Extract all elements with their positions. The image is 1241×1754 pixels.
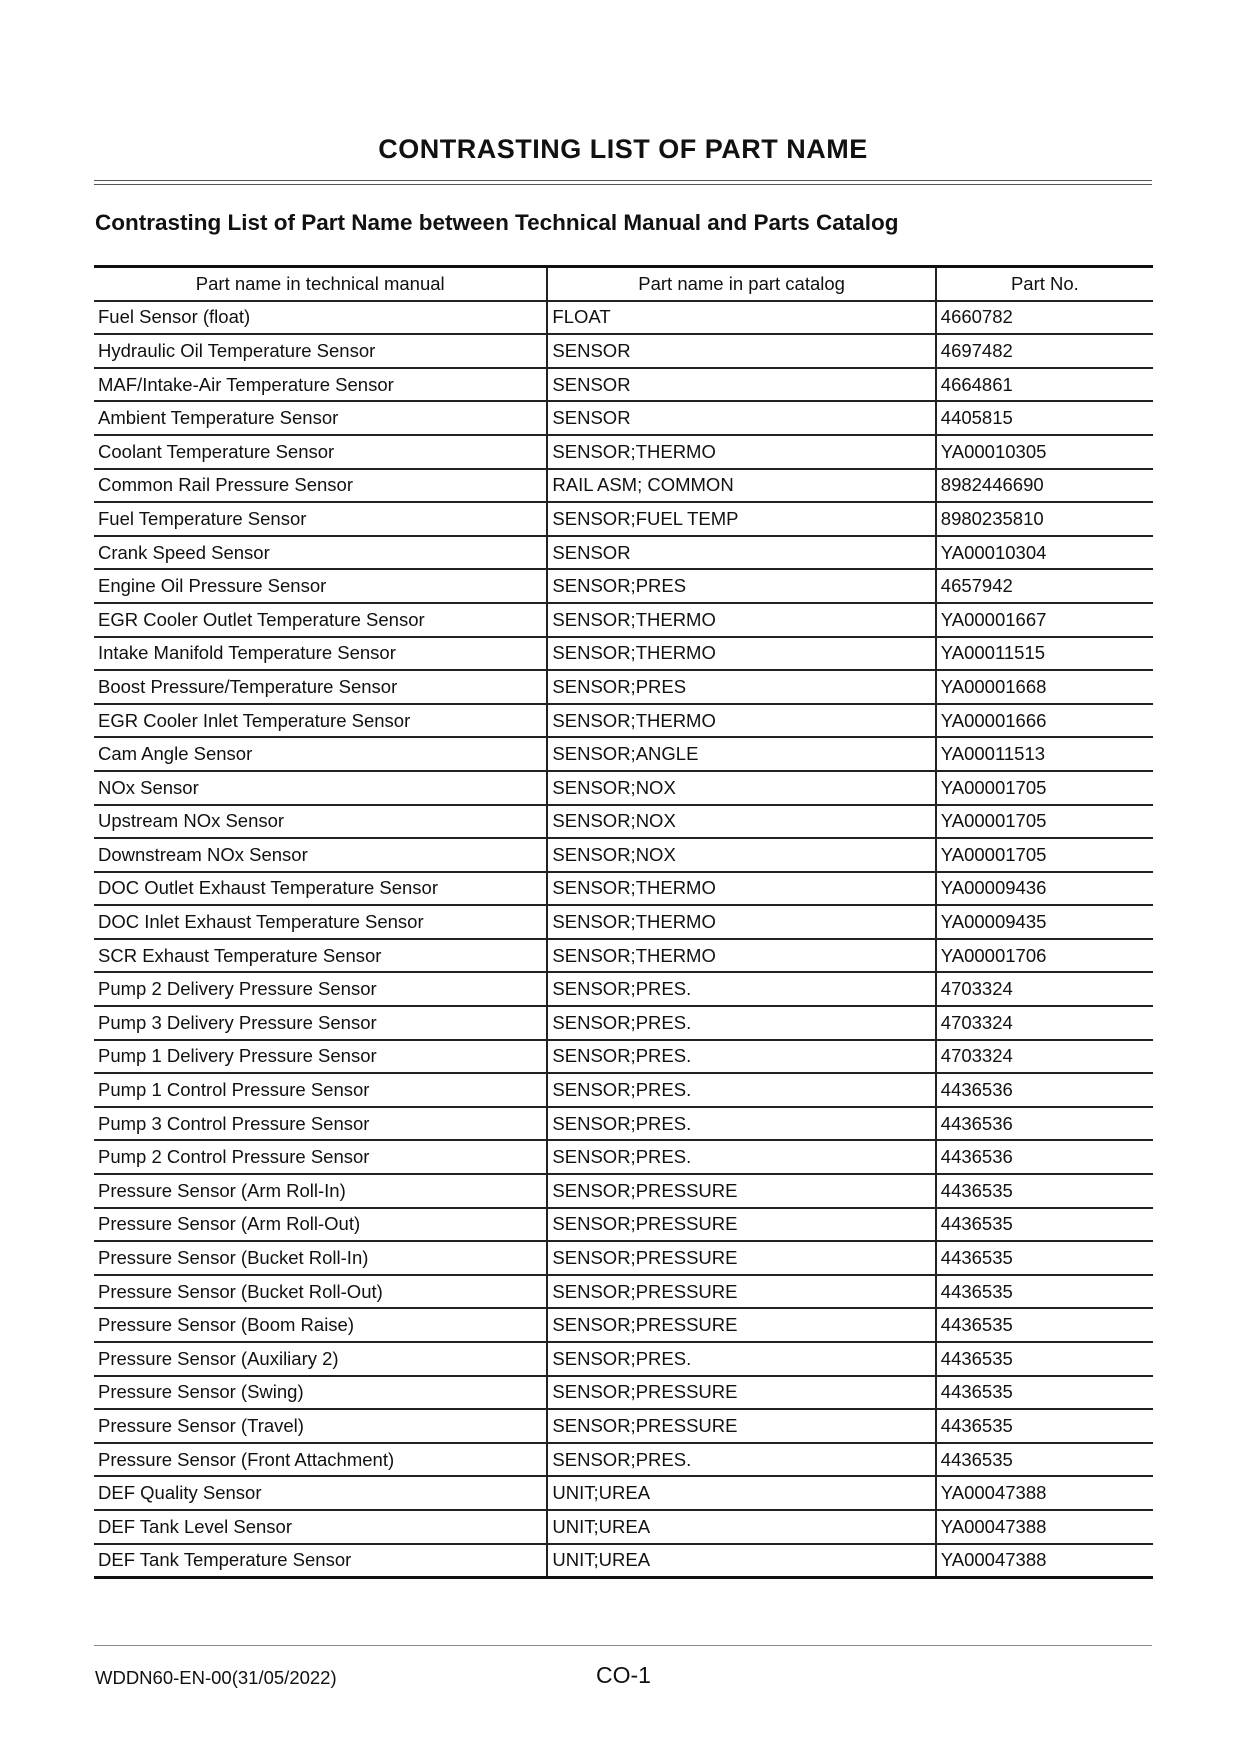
part-catalog-name-cell: FLOAT bbox=[547, 301, 935, 335]
table-row bbox=[94, 502, 1153, 536]
table-row bbox=[94, 1476, 1153, 1510]
technical-manual-name-cell: Fuel Temperature Sensor bbox=[94, 502, 547, 536]
parts-contrast-table bbox=[94, 265, 1153, 1579]
part-catalog-name-cell: RAIL ASM; COMMON bbox=[547, 469, 935, 503]
part-number-cell: YA00001705 bbox=[936, 838, 1153, 872]
technical-manual-name-cell: Pump 1 Control Pressure Sensor bbox=[94, 1073, 547, 1107]
part-number-cell: YA00011513 bbox=[936, 737, 1153, 771]
technical-manual-name-cell: Pump 2 Control Pressure Sensor bbox=[94, 1140, 547, 1174]
part-catalog-name-cell: SENSOR;PRESSURE bbox=[547, 1208, 935, 1242]
table-row bbox=[94, 1409, 1153, 1443]
part-catalog-name-cell: SENSOR;NOX bbox=[547, 771, 935, 805]
technical-manual-name-cell: Cam Angle Sensor bbox=[94, 737, 547, 771]
technical-manual-name-cell: Pressure Sensor (Swing) bbox=[94, 1376, 547, 1410]
part-catalog-name-cell: SENSOR;PRES. bbox=[547, 1040, 935, 1074]
section-subtitle: Contrasting List of Part Name between Technical Manual and Parts Catalog bbox=[95, 210, 899, 235]
part-catalog-name-cell: SENSOR;THERMO bbox=[547, 872, 935, 906]
technical-manual-name-cell: DOC Outlet Exhaust Temperature Sensor bbox=[94, 872, 547, 906]
technical-manual-name-cell: EGR Cooler Outlet Temperature Sensor bbox=[94, 603, 547, 637]
table-row bbox=[94, 939, 1153, 973]
table-row bbox=[94, 401, 1153, 435]
part-number-cell: YA00009436 bbox=[936, 872, 1153, 906]
table-row bbox=[94, 1443, 1153, 1477]
technical-manual-name-cell: EGR Cooler Inlet Temperature Sensor bbox=[94, 704, 547, 738]
technical-manual-name-cell: Upstream NOx Sensor bbox=[94, 805, 547, 839]
part-catalog-name-cell: SENSOR;PRESSURE bbox=[547, 1241, 935, 1275]
part-catalog-name-cell: UNIT;UREA bbox=[547, 1476, 935, 1510]
part-catalog-name-cell: SENSOR bbox=[547, 401, 935, 435]
column-header-part-no: Part No. bbox=[936, 267, 1153, 301]
part-catalog-name-cell: SENSOR;NOX bbox=[547, 805, 935, 839]
technical-manual-name-cell: Engine Oil Pressure Sensor bbox=[94, 569, 547, 603]
part-number-cell: YA00011515 bbox=[936, 637, 1153, 671]
part-catalog-name-cell: SENSOR;PRES. bbox=[547, 1140, 935, 1174]
part-number-cell: 4703324 bbox=[936, 1040, 1153, 1074]
page-number: CO-1 bbox=[596, 1662, 651, 1688]
technical-manual-name-cell: Pressure Sensor (Front Attachment) bbox=[94, 1443, 547, 1477]
table-row bbox=[94, 838, 1153, 872]
part-number-cell: YA00001666 bbox=[936, 704, 1153, 738]
technical-manual-name-cell: Hydraulic Oil Temperature Sensor bbox=[94, 334, 547, 368]
table-row bbox=[94, 435, 1153, 469]
part-number-cell: 4436535 bbox=[936, 1174, 1153, 1208]
part-number-cell: 4436535 bbox=[936, 1376, 1153, 1410]
part-number-cell: 4703324 bbox=[936, 1006, 1153, 1040]
part-number-cell: 4436535 bbox=[936, 1409, 1153, 1443]
part-catalog-name-cell: SENSOR;ANGLE bbox=[547, 737, 935, 771]
table-row bbox=[94, 368, 1153, 402]
document-code: WDDN60-EN-00(31/05/2022) bbox=[95, 1667, 337, 1688]
part-catalog-name-cell: UNIT;UREA bbox=[547, 1510, 935, 1544]
table-row bbox=[94, 1308, 1153, 1342]
table-row bbox=[94, 334, 1153, 368]
part-catalog-name-cell: SENSOR;THERMO bbox=[547, 704, 935, 738]
technical-manual-name-cell: Pump 1 Delivery Pressure Sensor bbox=[94, 1040, 547, 1074]
technical-manual-name-cell: MAF/Intake-Air Temperature Sensor bbox=[94, 368, 547, 402]
technical-manual-name-cell: Pressure Sensor (Auxiliary 2) bbox=[94, 1342, 547, 1376]
table-row bbox=[94, 905, 1153, 939]
table-row bbox=[94, 1208, 1153, 1242]
part-catalog-name-cell: SENSOR;PRESSURE bbox=[547, 1376, 935, 1410]
technical-manual-name-cell: Fuel Sensor (float) bbox=[94, 301, 547, 335]
part-catalog-name-cell: SENSOR;PRESSURE bbox=[547, 1174, 935, 1208]
table-row bbox=[94, 1073, 1153, 1107]
technical-manual-name-cell: Ambient Temperature Sensor bbox=[94, 401, 547, 435]
technical-manual-name-cell: Boost Pressure/Temperature Sensor bbox=[94, 670, 547, 704]
part-catalog-name-cell: SENSOR;PRES bbox=[547, 569, 935, 603]
table-row bbox=[94, 603, 1153, 637]
table-header-row bbox=[94, 267, 1153, 301]
part-number-cell: YA00047388 bbox=[936, 1544, 1153, 1578]
technical-manual-name-cell: Pressure Sensor (Boom Raise) bbox=[94, 1308, 547, 1342]
part-number-cell: YA00001668 bbox=[936, 670, 1153, 704]
table-row bbox=[94, 469, 1153, 503]
technical-manual-name-cell: Pressure Sensor (Arm Roll-In) bbox=[94, 1174, 547, 1208]
technical-manual-name-cell: Pump 3 Delivery Pressure Sensor bbox=[94, 1006, 547, 1040]
part-number-cell: YA00001706 bbox=[936, 939, 1153, 973]
technical-manual-name-cell: Common Rail Pressure Sensor bbox=[94, 469, 547, 503]
table-body bbox=[94, 301, 1153, 1578]
part-number-cell: 4703324 bbox=[936, 972, 1153, 1006]
table-row bbox=[94, 1040, 1153, 1074]
part-catalog-name-cell: SENSOR;THERMO bbox=[547, 637, 935, 671]
table-row bbox=[94, 1241, 1153, 1275]
part-number-cell: YA00047388 bbox=[936, 1476, 1153, 1510]
part-number-cell: YA00010305 bbox=[936, 435, 1153, 469]
technical-manual-name-cell: DEF Quality Sensor bbox=[94, 1476, 547, 1510]
part-catalog-name-cell: SENSOR;PRESSURE bbox=[547, 1275, 935, 1309]
technical-manual-name-cell: Pressure Sensor (Bucket Roll-In) bbox=[94, 1241, 547, 1275]
part-number-cell: YA00001705 bbox=[936, 805, 1153, 839]
technical-manual-name-cell: Crank Speed Sensor bbox=[94, 536, 547, 570]
part-number-cell: 4405815 bbox=[936, 401, 1153, 435]
table-row bbox=[94, 972, 1153, 1006]
technical-manual-name-cell: Downstream NOx Sensor bbox=[94, 838, 547, 872]
column-header-technical-manual: Part name in technical manual bbox=[94, 267, 547, 301]
table-row bbox=[94, 872, 1153, 906]
table-row bbox=[94, 1275, 1153, 1309]
part-number-cell: YA00001667 bbox=[936, 603, 1153, 637]
part-number-cell: 8980235810 bbox=[936, 502, 1153, 536]
part-catalog-name-cell: SENSOR;THERMO bbox=[547, 603, 935, 637]
part-number-cell: 4436535 bbox=[936, 1443, 1153, 1477]
table-row bbox=[94, 704, 1153, 738]
part-number-cell: 4436536 bbox=[936, 1107, 1153, 1141]
table-row bbox=[94, 670, 1153, 704]
table-row bbox=[94, 1510, 1153, 1544]
technical-manual-name-cell: Intake Manifold Temperature Sensor bbox=[94, 637, 547, 671]
table-row bbox=[94, 1342, 1153, 1376]
table-row bbox=[94, 1006, 1153, 1040]
technical-manual-name-cell: Pressure Sensor (Travel) bbox=[94, 1409, 547, 1443]
part-number-cell: YA00001705 bbox=[936, 771, 1153, 805]
part-catalog-name-cell: UNIT;UREA bbox=[547, 1544, 935, 1578]
technical-manual-name-cell: DEF Tank Temperature Sensor bbox=[94, 1544, 547, 1578]
technical-manual-name-cell: Pump 3 Control Pressure Sensor bbox=[94, 1107, 547, 1141]
part-number-cell: 4436535 bbox=[936, 1342, 1153, 1376]
part-number-cell: YA00047388 bbox=[936, 1510, 1153, 1544]
part-catalog-name-cell: SENSOR;PRESSURE bbox=[547, 1308, 935, 1342]
table-row bbox=[94, 1140, 1153, 1174]
table-row bbox=[94, 771, 1153, 805]
table-row bbox=[94, 737, 1153, 771]
part-catalog-name-cell: SENSOR;NOX bbox=[547, 838, 935, 872]
part-catalog-name-cell: SENSOR;PRES bbox=[547, 670, 935, 704]
table-row bbox=[94, 536, 1153, 570]
part-catalog-name-cell: SENSOR bbox=[547, 536, 935, 570]
technical-manual-name-cell: Pressure Sensor (Arm Roll-Out) bbox=[94, 1208, 547, 1242]
part-number-cell: 4664861 bbox=[936, 368, 1153, 402]
part-number-cell: 4436535 bbox=[936, 1275, 1153, 1309]
part-number-cell: 4697482 bbox=[936, 334, 1153, 368]
technical-manual-name-cell: DEF Tank Level Sensor bbox=[94, 1510, 547, 1544]
column-header-part-catalog: Part name in part catalog bbox=[547, 267, 935, 301]
part-number-cell: 4436535 bbox=[936, 1208, 1153, 1242]
part-number-cell: 8982446690 bbox=[936, 469, 1153, 503]
part-catalog-name-cell: SENSOR;PRES. bbox=[547, 1006, 935, 1040]
part-number-cell: 4436536 bbox=[936, 1073, 1153, 1107]
table-row bbox=[94, 1544, 1153, 1578]
part-number-cell: 4436536 bbox=[936, 1140, 1153, 1174]
part-catalog-name-cell: SENSOR;PRES. bbox=[547, 972, 935, 1006]
table-row bbox=[94, 301, 1153, 335]
part-catalog-name-cell: SENSOR bbox=[547, 368, 935, 402]
part-catalog-name-cell: SENSOR;PRESSURE bbox=[547, 1409, 935, 1443]
technical-manual-name-cell: Pressure Sensor (Bucket Roll-Out) bbox=[94, 1275, 547, 1309]
technical-manual-name-cell: DOC Inlet Exhaust Temperature Sensor bbox=[94, 905, 547, 939]
part-number-cell: YA00010304 bbox=[936, 536, 1153, 570]
table-row bbox=[94, 1174, 1153, 1208]
table-row bbox=[94, 637, 1153, 671]
part-catalog-name-cell: SENSOR;FUEL TEMP bbox=[547, 502, 935, 536]
table-row bbox=[94, 569, 1153, 603]
footer-rule bbox=[94, 1645, 1152, 1646]
technical-manual-name-cell: NOx Sensor bbox=[94, 771, 547, 805]
title-double-rule bbox=[94, 180, 1152, 185]
part-number-cell: 4660782 bbox=[936, 301, 1153, 335]
part-catalog-name-cell: SENSOR;PRES. bbox=[547, 1073, 935, 1107]
part-catalog-name-cell: SENSOR;THERMO bbox=[547, 905, 935, 939]
table-row bbox=[94, 1376, 1153, 1410]
part-catalog-name-cell: SENSOR;PRES. bbox=[547, 1443, 935, 1477]
part-catalog-name-cell: SENSOR;PRES. bbox=[547, 1342, 935, 1376]
technical-manual-name-cell: SCR Exhaust Temperature Sensor bbox=[94, 939, 547, 973]
part-number-cell: 4436535 bbox=[936, 1308, 1153, 1342]
technical-manual-name-cell: Pump 2 Delivery Pressure Sensor bbox=[94, 972, 547, 1006]
part-catalog-name-cell: SENSOR;THERMO bbox=[547, 435, 935, 469]
part-catalog-name-cell: SENSOR;THERMO bbox=[547, 939, 935, 973]
part-number-cell: YA00009435 bbox=[936, 905, 1153, 939]
part-number-cell: 4436535 bbox=[936, 1241, 1153, 1275]
part-number-cell: 4657942 bbox=[936, 569, 1153, 603]
part-catalog-name-cell: SENSOR bbox=[547, 334, 935, 368]
table-row bbox=[94, 1107, 1153, 1141]
technical-manual-name-cell: Coolant Temperature Sensor bbox=[94, 435, 547, 469]
part-catalog-name-cell: SENSOR;PRES. bbox=[547, 1107, 935, 1141]
page-title: CONTRASTING LIST OF PART NAME bbox=[378, 134, 868, 164]
table-row bbox=[94, 805, 1153, 839]
